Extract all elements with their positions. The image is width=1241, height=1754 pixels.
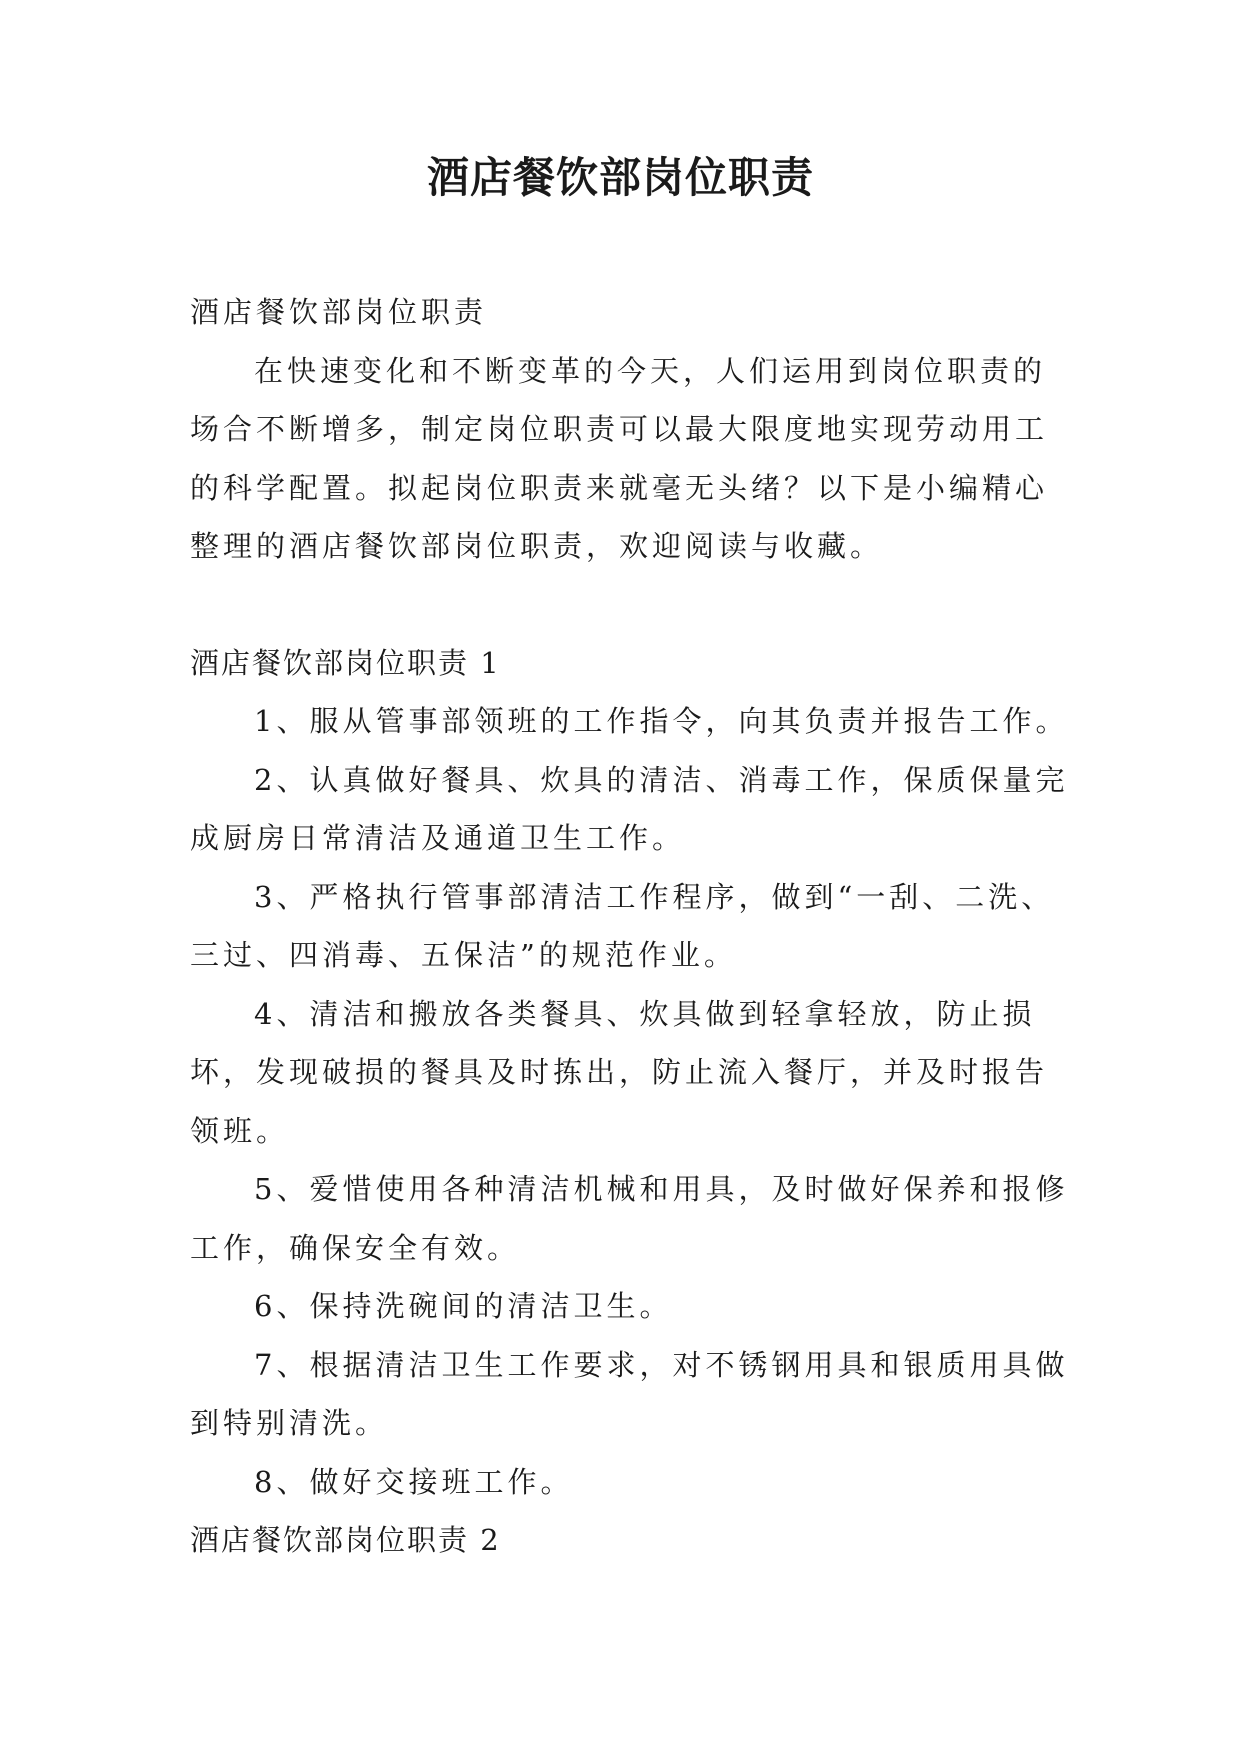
duty-item-6: 6、保持洗碗间的清洁卫生。 (254, 1289, 673, 1323)
intro-paragraph: 在快速变化和不断变革的今天，人们运用到岗位职责的场合不断增多，制定岗位职责可以最大限度地实现劳动用工的科学配置。拟起岗位职责来就毫无头绪？以下是小编精心整理的酒店餐饮部岗位职责，欢迎阅读与收藏。 (190, 353, 1049, 563)
document-body (190, 283, 1070, 1570)
section-heading-1: 酒店餐饮部岗位职责 1 (190, 645, 501, 680)
document-subtitle: 酒店餐饮部岗位职责 (190, 295, 488, 329)
duty-item-7: 7、根据清洁卫生工作要求，对不锈钢用具和银质用具做到特别清洗。 (190, 1347, 1069, 1440)
duty-item-5: 5、爱惜使用各种清洁机械和用具，及时做好保养和报修工作，确保安全有效。 (190, 1172, 1069, 1265)
duty-item-8: 8、做好交接班工作。 (254, 1464, 574, 1499)
paragraph-spacer (190, 576, 1070, 634)
document-title: 酒店餐饮部岗位职责 (426, 153, 814, 202)
duty-item-3: 3、严格执行管事部清洁工作程序，做到“一刮、二洗、三过、四消毒、五保洁”的规范作业。 (190, 879, 1055, 972)
duty-item-2: 2、认真做好餐具、炊具的清洁、消毒工作，保质保量完成厨房日常清洁及通道卫生工作。 (190, 762, 1069, 855)
section-heading-2: 酒店餐饮部岗位职责 2 (190, 1523, 501, 1557)
duty-item-4: 4、清洁和搬放各类餐具、炊具做到轻拿轻放，防止损坏，发现破损的餐具及时拣出，防止流入餐厅，并及时报告领班。 (190, 996, 1049, 1148)
duty-item-1: 1、服从管事部领班的工作指令，向其负责并报告工作。 (254, 704, 1069, 738)
